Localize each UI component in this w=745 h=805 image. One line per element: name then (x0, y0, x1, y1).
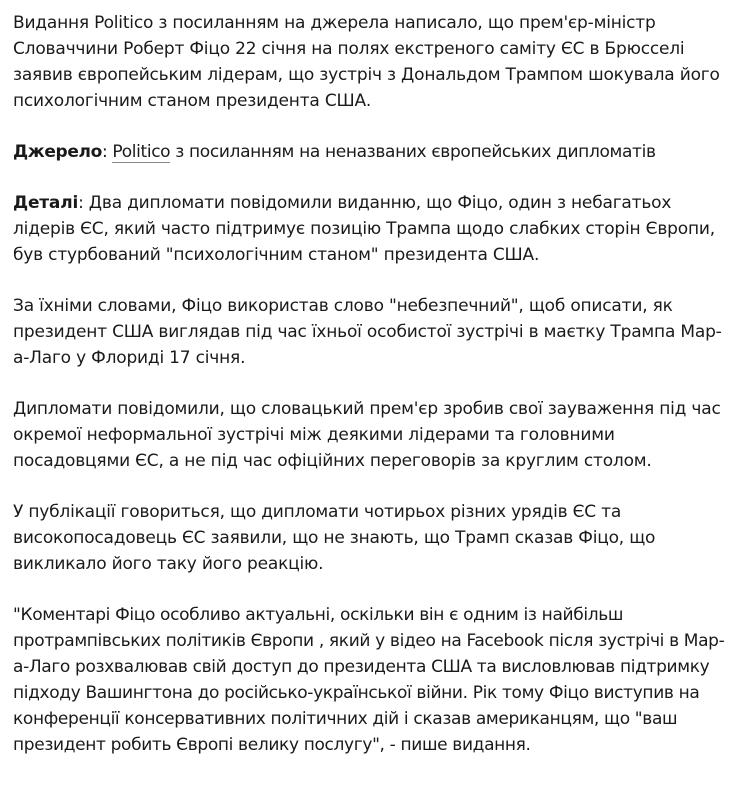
source-description: з посиланням на неназваних європейських дипломатів (170, 142, 656, 162)
source-link-politico[interactable]: Politico (112, 142, 171, 162)
source-separator: : (101, 142, 113, 162)
source-label: Джерело (13, 142, 102, 162)
article-details (13, 190, 735, 268)
article-paragraph-words: За їхніми словами, Фіцо використав слово "небезпечний", щоб описати, як президент США виглядав під час їхньої особистої зустрічі в маєтку Трампа Мар-а-Лаго у Флориді 17 січня. (13, 296, 722, 368)
article-source-line (13, 139, 735, 165)
details-text: : Два дипломати повідомили виданню, що Фіцо, один з небагатьох лідерів ЄС, який часто підтримує позицію Трампа щодо слабких сторін Європи, був стурбований "психологічним станом" президента США. (13, 193, 715, 265)
article-paragraph-quote: "Коментарі Фіцо особливо актуальні, оскільки він є одним із найбільш протрампівських політиків Європи , який у відео на Facebook після зустрічі в Мар-а-Лаго розхвалював свій доступ до президента США та висловлював підтримку підходу Вашингтона до російсько-української війни. Рік тому Фіцо виступив на конференції консервативних політичних дій і сказав американцям, що "ваш президент робить Європі велику послугу", - пише видання. (13, 605, 725, 755)
article-paragraph-intro: Видання Politico з посиланням на джерела написало, що прем'єр-міністр Словаччини Роберт Фіцо 22 січня на полях екстреного саміту ЄС в Брюсселі заявив європейським лідерам, що зустріч з Дональдом Трампом шокувала його психологічним станом президента США. (13, 13, 720, 111)
article-paragraph-publication: У публікації говориться, що дипломати чотирьох різних урядів ЄС та високопосадовець ЄС заявили, що не знають, що Трамп сказав Фіцо, що викликало його таку його реакцію. (13, 502, 656, 574)
article-paragraph-diplomats: Дипломати повідомили, що словацький прем'єр зробив свої зауваження під час окремої неформальної зустрічі між деякими лідерами та головними посадовцями ЄС, а не під час офіційних переговорів за круглим столом. (13, 399, 721, 471)
details-label: Деталі (13, 193, 79, 213)
